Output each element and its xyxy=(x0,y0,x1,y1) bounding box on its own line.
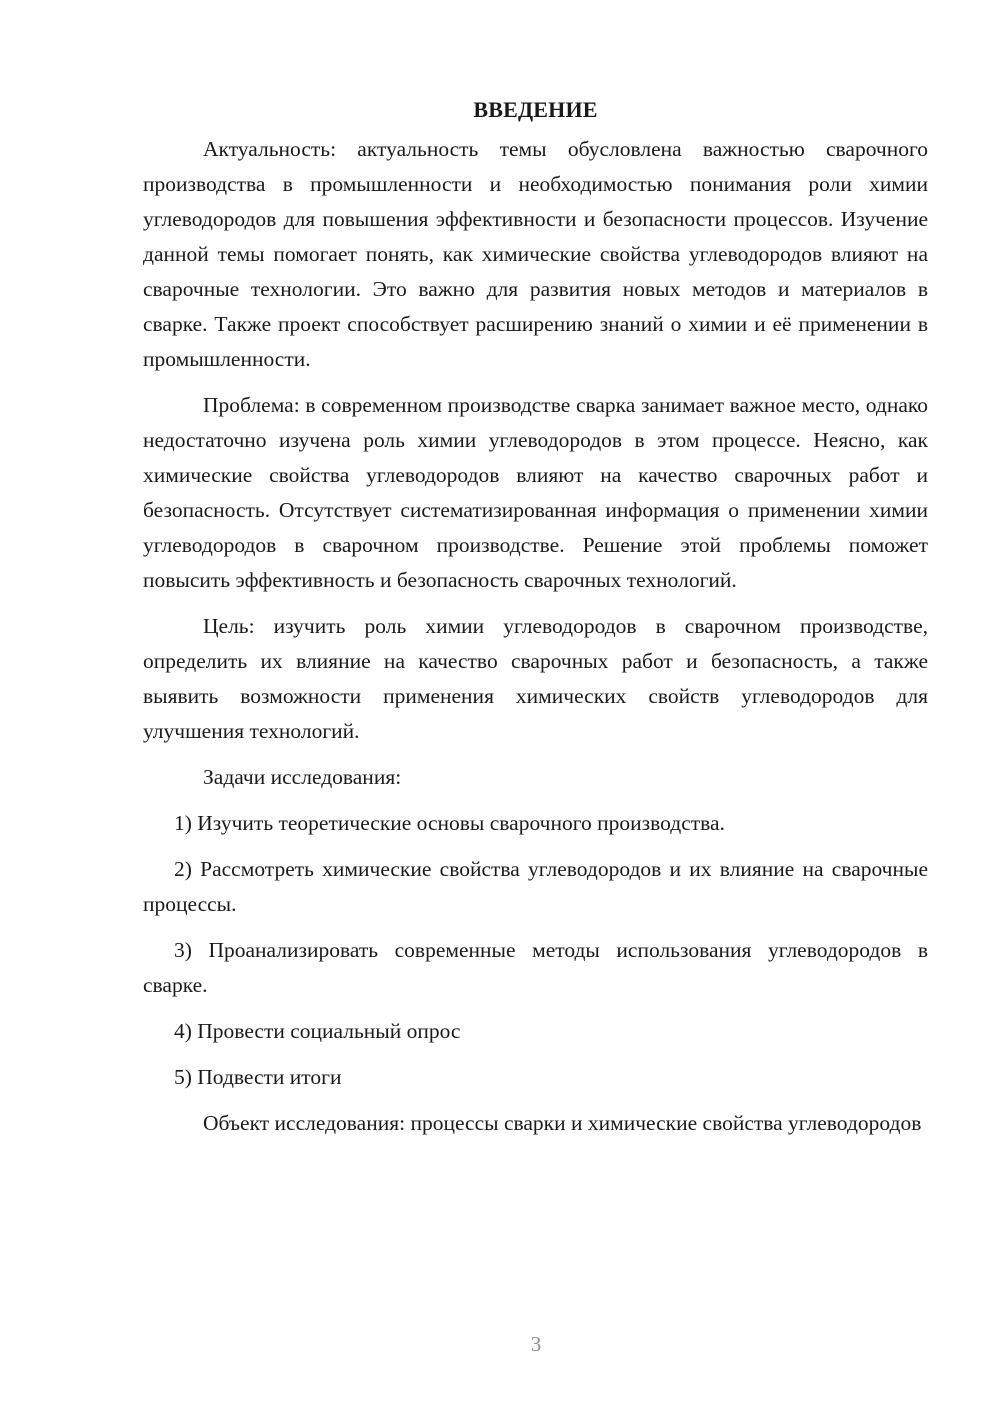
page-number: 3 xyxy=(530,1332,542,1356)
task-item-4: 4) Провести социальный опрос xyxy=(174,1019,461,1043)
tasks-title: Задачи исследования: xyxy=(203,765,402,789)
relevance-paragraph: Актуальность: актуальность темы обусловлена важностью сварочного производства в промышленности и необходимостью понимания роли химии углеводородов для повышения эффективности и безопасности процессов. Изучение данной темы помогает понять, как химические свойства углеводородов влияют на сварочные технологии. Это важно для развития новых методов и материалов в сварке. Также проект способствует расширению знаний о химии и её применении в промышленности. xyxy=(143,137,928,371)
goal-paragraph: Цель: изучить роль химии углеводородов в сварочном производстве, определить их влияние на качество сварочных работ и безопасность, а также выявить возможности применения химических свойств углеводородов для улучшения технологий. xyxy=(143,614,928,743)
task-item-3: 3) Проанализировать современные методы использования углеводородов в сварке. xyxy=(143,938,928,997)
task-item-2: 2) Рассмотреть химические свойства углеводородов и их влияние на сварочные процессы. xyxy=(143,857,928,916)
section-heading: ВВЕДЕНИЕ xyxy=(473,97,598,122)
task-item-5: 5) Подвести итоги xyxy=(174,1065,342,1089)
task-item-1: 1) Изучить теоретические основы сварочного производства. xyxy=(174,811,725,835)
problem-paragraph: Проблема: в современном производстве сварка занимает важное место, однако недостаточно изучена роль химии углеводородов в этом процессе. Неясно, как химические свойства углеводородов влияют на качество сварочных работ и безопасность. Отсутствует систематизированная информация о применении химии углеводородов в сварочном производстве. Решение этой проблемы поможет повысить эффективность и безопасность сварочных технологий. xyxy=(143,393,928,592)
object-paragraph: Объект исследования: процессы сварки и химические свойства углеводородов xyxy=(203,1111,922,1135)
document-page xyxy=(143,92,928,1152)
